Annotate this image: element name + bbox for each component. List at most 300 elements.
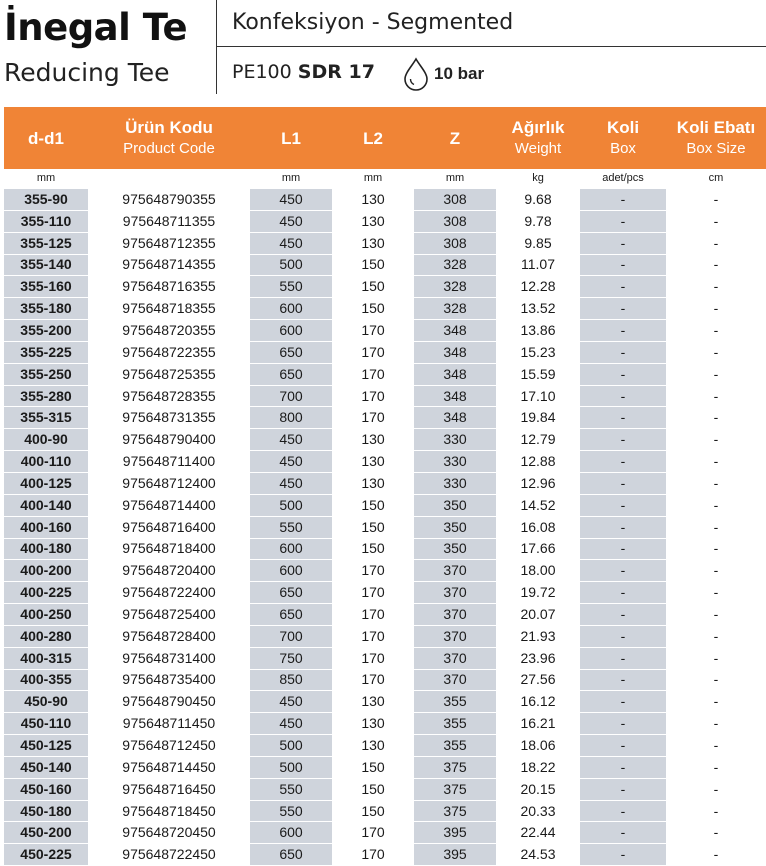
col-box-cell: - [580,494,666,516]
col-product-code-cell: 975648716450 [88,778,250,800]
col-size-cell: 355-180 [4,298,88,320]
col-l2-cell: 170 [332,407,414,429]
col-z-cell: 370 [414,669,496,691]
table-row [4,516,766,538]
col-box-size-cell: - [666,538,766,560]
col-box-cell: - [580,647,666,669]
col-l1-cell: 700 [250,625,332,647]
col-weight-cell: 12.96 [496,472,580,494]
col-size-cell: 355-140 [4,254,88,276]
col-weight-cell: 13.52 [496,298,580,320]
col-z-cell: 348 [414,341,496,363]
col-l2-cell: 130 [332,189,414,211]
col-z-cell: 355 [414,691,496,713]
col-weight-subtitle: Weight [514,140,562,157]
col-l1-cell: 800 [250,407,332,429]
col-box-size-cell: - [666,713,766,735]
table-row [4,647,766,669]
col-l1-cell: 450 [250,429,332,451]
col-box-size-unit: cm [666,169,766,189]
col-box-unit: adet/pcs [580,169,666,189]
col-size-title: d-d1 [28,128,64,148]
col-z-cell: 348 [414,407,496,429]
table-row [4,582,766,604]
col-product-code-cell: 975648735400 [88,669,250,691]
col-weight-cell: 20.07 [496,604,580,626]
col-size-cell: 450-200 [4,822,88,844]
col-l2-cell: 130 [332,210,414,232]
col-weight-cell: 18.06 [496,735,580,757]
col-box-cell: - [580,320,666,342]
table-row [4,625,766,647]
col-z-cell: 308 [414,210,496,232]
col-box-size-cell: - [666,625,766,647]
table-row [4,276,766,298]
col-l2-cell: 170 [332,560,414,582]
col-box-cell: - [580,538,666,560]
col-box-size-cell: - [666,472,766,494]
col-l1-cell: 450 [250,451,332,473]
col-box-cell: - [580,516,666,538]
col-l2-cell: 170 [332,341,414,363]
col-weight-unit: kg [496,169,580,189]
col-box-size-header [666,107,766,169]
col-box-header [580,107,666,169]
col-size-cell: 400-140 [4,494,88,516]
col-l2-cell: 150 [332,276,414,298]
table-row [4,560,766,582]
col-l1-cell: 550 [250,276,332,298]
col-size-cell: 450-125 [4,735,88,757]
page-title: İnegal Te [4,6,188,49]
col-l2-cell: 170 [332,844,414,866]
col-box-size-cell: - [666,800,766,822]
col-box-size-cell: - [666,494,766,516]
col-l2-cell: 170 [332,320,414,342]
col-weight-cell: 9.85 [496,232,580,254]
table-row [4,713,766,735]
col-z-cell: 350 [414,538,496,560]
col-z-cell: 355 [414,735,496,757]
col-l1-cell: 650 [250,363,332,385]
col-weight-cell: 14.52 [496,494,580,516]
col-z-cell: 370 [414,625,496,647]
col-size-cell: 355-90 [4,189,88,211]
header-divider-vertical [216,0,217,94]
col-z-cell: 395 [414,822,496,844]
col-weight-title: Ağırlık [511,118,565,137]
col-l2-cell: 150 [332,778,414,800]
col-weight-cell: 17.10 [496,385,580,407]
material-spec [232,61,375,83]
col-l1-cell: 550 [250,800,332,822]
product-table [4,107,766,866]
col-z-cell: 328 [414,254,496,276]
col-product-code-cell: 975648720355 [88,320,250,342]
col-box-size-cell: - [666,363,766,385]
col-box-size-cell: - [666,604,766,626]
col-product-code-cell: 975648725355 [88,363,250,385]
col-box-size-cell: - [666,647,766,669]
col-box-cell: - [580,232,666,254]
col-size-cell: 400-160 [4,516,88,538]
table-row [4,298,766,320]
col-l2-cell: 150 [332,254,414,276]
col-product-code-cell: 975648718450 [88,800,250,822]
material-label: PE100 [232,61,292,83]
col-l1-header [250,107,332,169]
col-l1-cell: 850 [250,669,332,691]
col-size-unit: mm [4,169,88,189]
col-box-cell: - [580,691,666,713]
col-box-size-cell: - [666,341,766,363]
col-product-code-cell: 975648718400 [88,538,250,560]
col-l1-cell: 550 [250,778,332,800]
col-product-code-cell: 975648722400 [88,582,250,604]
col-l1-unit: mm [250,169,332,189]
col-size-cell: 450-90 [4,691,88,713]
col-size-cell: 400-315 [4,647,88,669]
col-size-cell: 355-110 [4,210,88,232]
col-l1-cell: 500 [250,254,332,276]
col-l1-cell: 650 [250,604,332,626]
col-l2-cell: 170 [332,582,414,604]
col-weight-cell: 12.88 [496,451,580,473]
table-row [4,210,766,232]
col-z-cell: 350 [414,516,496,538]
col-product-code-cell: 975648728355 [88,385,250,407]
col-product-code-cell: 975648731355 [88,407,250,429]
col-weight-cell: 24.53 [496,844,580,866]
water-drop-icon [402,57,430,91]
col-product-code-cell: 975648731400 [88,647,250,669]
table-row [4,363,766,385]
col-z-cell: 330 [414,451,496,473]
col-box-cell: - [580,385,666,407]
col-l2-cell: 150 [332,538,414,560]
col-box-size-cell: - [666,669,766,691]
col-l2-cell: 150 [332,756,414,778]
table-row [4,341,766,363]
col-z-cell: 375 [414,778,496,800]
col-weight-cell: 16.08 [496,516,580,538]
col-product-code-cell: 975648718355 [88,298,250,320]
col-box-cell: - [580,582,666,604]
col-product-code-cell: 975648716400 [88,516,250,538]
col-box-cell: - [580,822,666,844]
col-size-cell: 400-125 [4,472,88,494]
col-z-cell: 330 [414,429,496,451]
col-l2-cell: 170 [332,625,414,647]
col-product-code-subtitle: Product Code [123,140,215,157]
col-box-cell: - [580,472,666,494]
col-l2-cell: 130 [332,429,414,451]
col-l1-cell: 600 [250,320,332,342]
table-row [4,844,766,866]
table-row [4,189,766,211]
header-divider-horizontal [216,46,766,47]
table-row [4,254,766,276]
col-l1-cell: 450 [250,210,332,232]
col-size-cell: 355-125 [4,232,88,254]
col-l2-cell: 170 [332,669,414,691]
col-box-cell: - [580,713,666,735]
col-l1-cell: 600 [250,560,332,582]
col-product-code-cell: 975648711450 [88,713,250,735]
table-row [4,472,766,494]
col-size-cell: 355-225 [4,341,88,363]
col-weight-header [496,107,580,169]
table-row [4,778,766,800]
col-product-code-cell: 975648712400 [88,472,250,494]
col-product-code-cell: 975648790355 [88,189,250,211]
col-size-header [4,107,88,169]
col-l2-cell: 130 [332,713,414,735]
col-l2-cell: 150 [332,800,414,822]
col-l1-cell: 750 [250,647,332,669]
col-size-cell: 450-140 [4,756,88,778]
col-z-cell: 308 [414,189,496,211]
col-box-cell: - [580,276,666,298]
col-l1-cell: 550 [250,516,332,538]
table-row [4,756,766,778]
col-l2-cell: 130 [332,472,414,494]
col-box-size-cell: - [666,735,766,757]
table-row [4,822,766,844]
col-weight-cell: 20.15 [496,778,580,800]
col-weight-cell: 12.28 [496,276,580,298]
col-l1-cell: 500 [250,494,332,516]
col-z-cell: 370 [414,647,496,669]
col-box-cell: - [580,560,666,582]
col-size-cell: 450-110 [4,713,88,735]
col-weight-cell: 27.56 [496,669,580,691]
col-weight-cell: 9.78 [496,210,580,232]
col-l2-cell: 170 [332,822,414,844]
col-box-cell: - [580,669,666,691]
col-l2-unit: mm [332,169,414,189]
col-l1-cell: 450 [250,713,332,735]
col-product-code-cell: 975648790400 [88,429,250,451]
table-row [4,800,766,822]
col-box-cell: - [580,407,666,429]
col-l1-cell: 450 [250,691,332,713]
col-l1-cell: 450 [250,189,332,211]
table-row [4,385,766,407]
table-row [4,232,766,254]
col-weight-cell: 9.68 [496,189,580,211]
col-l1-cell: 650 [250,844,332,866]
product-subtitle: Konfeksiyon - Segmented [232,10,514,35]
col-box-cell: - [580,210,666,232]
col-box-size-cell: - [666,429,766,451]
table-header-row [4,107,766,169]
col-box-size-title: Koli Ebatı [676,118,756,137]
col-product-code-cell: 975648712450 [88,735,250,757]
col-z-cell: 370 [414,604,496,626]
col-l2-cell: 130 [332,232,414,254]
col-product-code-cell: 975648712355 [88,232,250,254]
col-product-code-title: Ürün Kodu [125,118,213,137]
col-box-size-cell: - [666,210,766,232]
col-product-code-cell: 975648714400 [88,494,250,516]
col-l2-cell: 150 [332,516,414,538]
col-l1-cell: 450 [250,232,332,254]
col-product-code-cell: 975648720400 [88,560,250,582]
col-product-code-cell: 975648725400 [88,604,250,626]
col-size-cell: 400-110 [4,451,88,473]
table-row [4,691,766,713]
col-weight-cell: 15.23 [496,341,580,363]
col-box-cell: - [580,298,666,320]
table-row [4,451,766,473]
col-box-size-cell: - [666,320,766,342]
col-z-cell: 348 [414,385,496,407]
col-box-size-cell: - [666,778,766,800]
col-box-cell: - [580,844,666,866]
col-box-size-cell: - [666,232,766,254]
col-l2-cell: 130 [332,691,414,713]
col-product-code-cell: 975648728400 [88,625,250,647]
col-product-code-unit [88,169,250,189]
col-z-cell: 330 [414,472,496,494]
page-title-english: Reducing Tee [4,58,170,87]
col-weight-cell: 16.12 [496,691,580,713]
col-size-cell: 400-280 [4,625,88,647]
col-product-code-cell: 975648711355 [88,210,250,232]
col-box-size-cell: - [666,560,766,582]
col-box-size-cell: - [666,298,766,320]
col-box-cell: - [580,363,666,385]
col-l2-title: L2 [363,128,383,148]
col-l2-header [332,107,414,169]
col-size-cell: 355-280 [4,385,88,407]
col-product-code-cell: 975648722450 [88,844,250,866]
col-l1-cell: 500 [250,735,332,757]
col-l1-cell: 450 [250,472,332,494]
col-weight-cell: 12.79 [496,429,580,451]
col-z-cell: 308 [414,232,496,254]
col-weight-cell: 20.33 [496,800,580,822]
col-box-size-cell: - [666,254,766,276]
col-box-cell: - [580,429,666,451]
col-z-cell: 375 [414,800,496,822]
col-l1-cell: 500 [250,756,332,778]
col-box-subtitle: Box [610,140,636,157]
col-size-cell: 400-355 [4,669,88,691]
col-size-cell: 450-180 [4,800,88,822]
table-row [4,669,766,691]
col-weight-cell: 15.59 [496,363,580,385]
col-weight-cell: 16.21 [496,713,580,735]
col-weight-cell: 19.72 [496,582,580,604]
col-box-size-subtitle: Box Size [686,140,746,157]
page-header [0,0,766,100]
table-row [4,429,766,451]
col-box-size-cell: - [666,451,766,473]
col-box-size-cell: - [666,189,766,211]
col-product-code-cell: 975648714355 [88,254,250,276]
col-box-size-cell: - [666,756,766,778]
col-z-cell: 350 [414,494,496,516]
col-size-cell: 450-225 [4,844,88,866]
col-box-cell: - [580,604,666,626]
table-row [4,320,766,342]
col-z-cell: 355 [414,713,496,735]
col-size-cell: 355-200 [4,320,88,342]
col-product-code-cell: 975648720450 [88,822,250,844]
col-product-code-cell: 975648714450 [88,756,250,778]
col-l1-cell: 700 [250,385,332,407]
col-l1-title: L1 [281,128,301,148]
col-size-cell: 450-160 [4,778,88,800]
col-weight-cell: 18.00 [496,560,580,582]
col-z-unit: mm [414,169,496,189]
col-weight-cell: 18.22 [496,756,580,778]
col-size-cell: 400-200 [4,560,88,582]
pressure-rating: 10 bar [434,64,485,83]
col-box-title: Koli [606,118,640,137]
col-box-size-cell: - [666,822,766,844]
col-z-cell: 375 [414,756,496,778]
col-box-size-cell: - [666,844,766,866]
col-l2-cell: 130 [332,735,414,757]
col-size-cell: 355-315 [4,407,88,429]
col-box-cell: - [580,735,666,757]
col-size-cell: 400-90 [4,429,88,451]
table-row [4,494,766,516]
units-row [4,169,766,189]
col-size-cell: 400-225 [4,582,88,604]
col-product-code-cell: 975648711400 [88,451,250,473]
col-l2-cell: 150 [332,298,414,320]
col-weight-cell: 23.96 [496,647,580,669]
col-product-code-header [88,107,250,169]
col-box-size-cell: - [666,582,766,604]
col-box-cell: - [580,756,666,778]
col-weight-cell: 21.93 [496,625,580,647]
col-l1-cell: 600 [250,538,332,560]
col-l2-cell: 170 [332,385,414,407]
col-weight-cell: 17.66 [496,538,580,560]
col-l2-cell: 170 [332,647,414,669]
table-row [4,538,766,560]
col-box-cell: - [580,800,666,822]
col-z-header [414,107,496,169]
col-product-code-cell: 975648790450 [88,691,250,713]
col-l1-cell: 650 [250,341,332,363]
col-box-size-cell: - [666,691,766,713]
col-l2-cell: 130 [332,451,414,473]
col-z-cell: 348 [414,363,496,385]
col-l1-cell: 650 [250,582,332,604]
sdr-label: SDR 17 [297,61,375,83]
col-box-cell: - [580,625,666,647]
table-row [4,604,766,626]
table-row [4,407,766,429]
col-size-cell: 355-250 [4,363,88,385]
col-box-cell: - [580,341,666,363]
col-box-size-cell: - [666,276,766,298]
col-box-size-cell: - [666,385,766,407]
col-l2-cell: 170 [332,604,414,626]
col-z-cell: 370 [414,582,496,604]
col-box-size-cell: - [666,407,766,429]
col-l1-cell: 600 [250,822,332,844]
col-l2-cell: 170 [332,363,414,385]
col-product-code-cell: 975648722355 [88,341,250,363]
col-product-code-cell: 975648716355 [88,276,250,298]
